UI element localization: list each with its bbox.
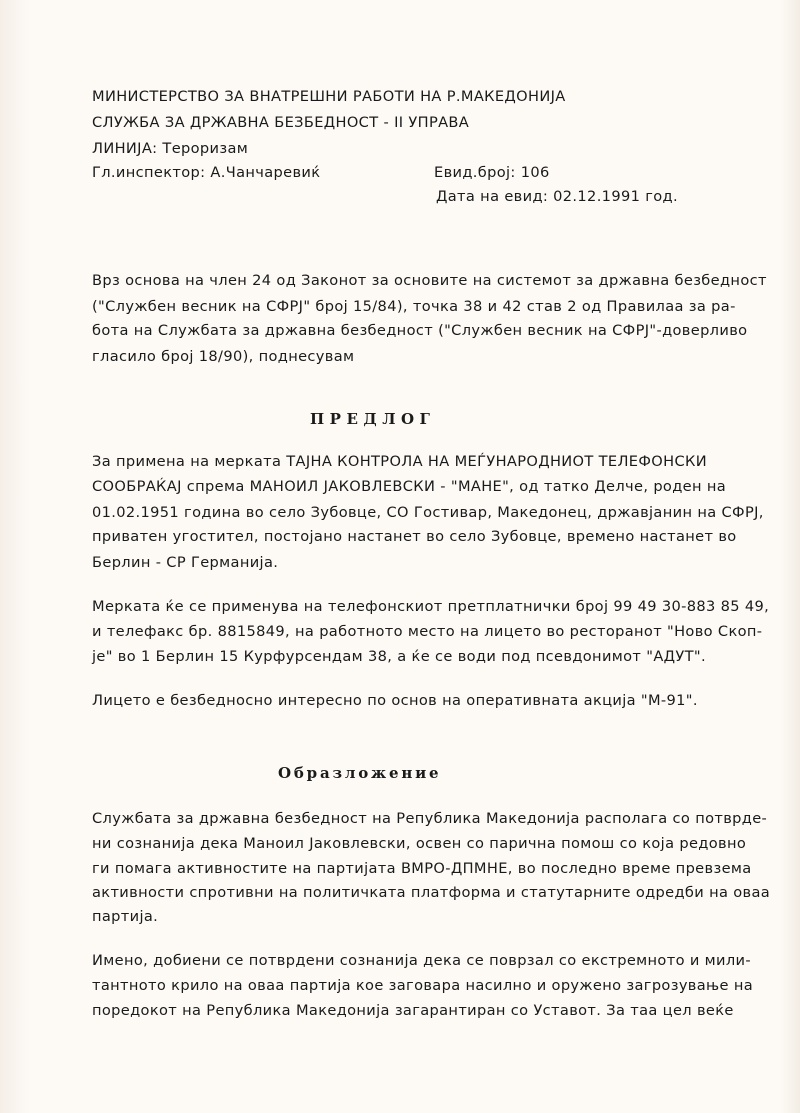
proposal-line: За примена на мерката ТАЈНА КОНТРОЛА НА МЕЃУНАРОДНИОТ ТЕЛЕФОНСКИ: [92, 453, 707, 470]
intro-line: гласило број 18/90), поднесувам: [92, 348, 355, 365]
interest-line: Лицето е безбедносно интересно по основ на оперативната акција "М-91".: [92, 692, 698, 709]
line-label: ЛИНИЈА: Тероризам: [92, 140, 249, 157]
proposal-line: приватен угостител, постојано настанет во село Зубовце, времено настанет во: [92, 528, 737, 545]
proposal-line: 01.02.1951 година во село Зубовце, СО Гостивар, Македонец, државјанин на СФРЈ,: [92, 504, 764, 521]
explanation-line: ги помага активностите на партијата ВМРО-ДПМНЕ, во последно време превзема: [92, 860, 752, 877]
ministry-heading: МИНИСТЕРСТВО ЗА ВНАТРЕШНИ РАБОТИ НА Р.МАКЕДОНИЈА: [92, 88, 566, 105]
intro-line: Врз основа на член 24 од Законот за основите на системот за државна безбедност: [92, 272, 767, 289]
measure-line: и телефакс бр. 8815849, на работното место на лицето во ресторанот "Ново Скоп-: [92, 623, 763, 640]
proposal-title: ПРЕДЛОГ: [310, 410, 436, 428]
evid-number: Евид.број: 106: [434, 164, 550, 181]
explanation-line: ни сознанија дека Маноил Јаковлевски, освен со парична помош со која редовно: [92, 835, 747, 852]
measure-line: је" во 1 Берлин 15 Курфурсендам 38, а ќе се води под псевдонимот "АДУТ".: [92, 648, 706, 665]
explanation-line: поредокот на Република Македонија загарантиран со Уставот. За таа цел веќе: [92, 1002, 734, 1019]
explanation-line: Имено, добиени се потврдени сознанија дека се поврзал со екстремното и мили-: [92, 952, 751, 969]
explanation-line: активности спротивни на политичката платформа и статутарните одредби на оваа: [92, 884, 771, 901]
proposal-line: СООБРАЌАЈ спрема МАНОИЛ ЈАКОВЛЕВСКИ - "МАНЕ", од татко Делче, роден на: [92, 478, 727, 495]
explanation-line: Службата за државна безбедност на Република Македонија располага со потврде-: [92, 810, 768, 827]
explanation-line: партија.: [92, 908, 159, 925]
measure-line: Мерката ќе се применува на телефонскиот претплатнички број 99 49 30-883 85 49,: [92, 598, 770, 615]
inspector-label: Гл.инспектор: А.Чанчаревиќ: [92, 164, 321, 181]
intro-line: бота на Службата за државна безбедност ("Службен весник на СФРЈ"-доверливо: [92, 322, 748, 339]
evid-date: Дата на евид: 02.12.1991 год.: [436, 188, 678, 205]
intro-line: ("Службен весник на СФРЈ" број 15/84), точка 38 и 42 став 2 од Правилаа за ра-: [92, 298, 736, 315]
service-heading: СЛУЖБА ЗА ДРЖАВНА БЕЗБЕДНОСТ - II УПРАВА: [92, 114, 470, 131]
explanation-line: тантното крило на оваа партија кое заговара насилно и оружено загрозување на: [92, 977, 754, 994]
proposal-line: Берлин - СР Германија.: [92, 554, 279, 571]
explanation-title: Образложение: [278, 764, 442, 782]
